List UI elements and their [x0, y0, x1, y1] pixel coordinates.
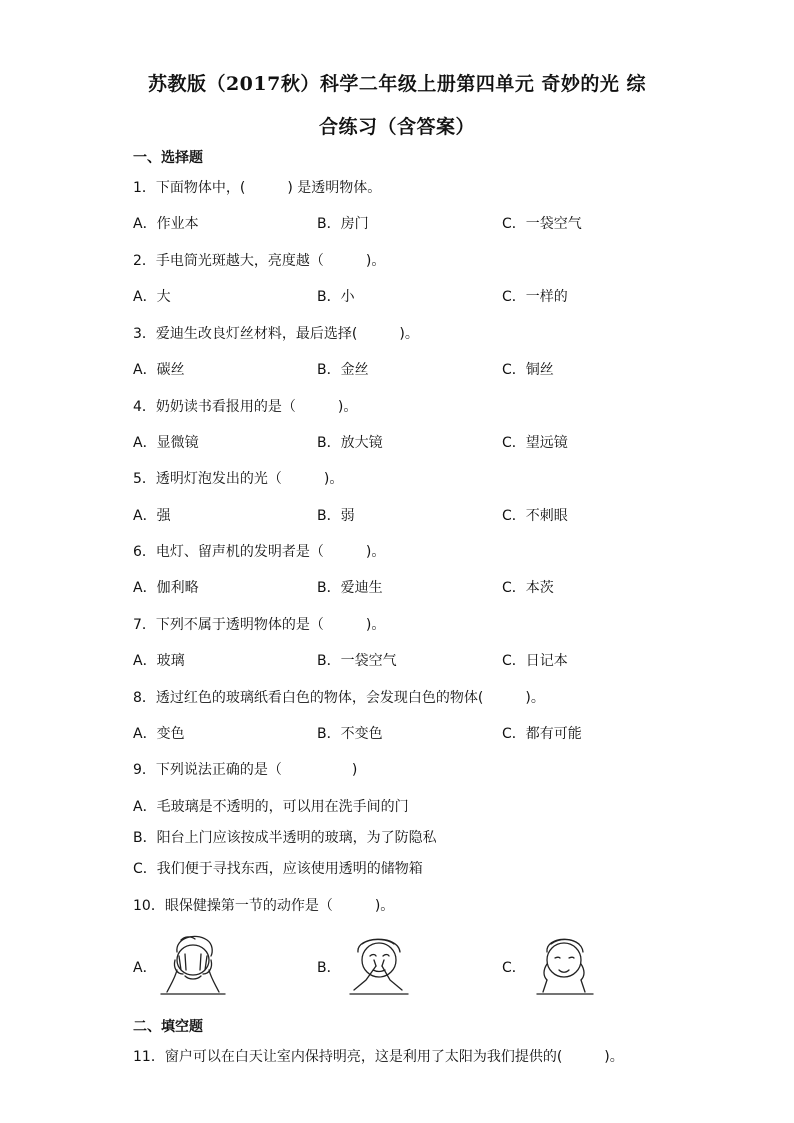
question-3-stem: 3．爱迪生改良灯丝材料，最后选择( )。 [133, 326, 419, 342]
question-5-stem: 5．透明灯泡发出的光（ )。 [133, 471, 344, 487]
question-9-option-b: B．阳台上门应该按成半透明的玻璃，为了防隐私 [133, 830, 437, 846]
eye-exercise-illustration-a [155, 930, 231, 998]
question-9-option-c: C．我们便于寻找东西，应该使用透明的储物箱 [133, 861, 423, 877]
question-7-option-c: C．日记本 [502, 653, 568, 669]
question-7-option-a: A．玻璃 [133, 653, 185, 669]
question-11-stem: 11．窗户可以在白天让室内保持明亮，这是利用了太阳为我们提供的( )。 [133, 1049, 624, 1065]
question-10-stem: 10．眼保健操第一节的动作是（ )。 [133, 898, 395, 914]
question-2-option-a: A．大 [133, 289, 171, 305]
question-4-stem: 4．奶奶读书看报用的是（ )。 [133, 399, 358, 415]
question-6-stem: 6．电灯、留声机的发明者是（ )。 [133, 544, 386, 560]
question-7-option-b: B．一袋空气 [317, 653, 397, 669]
question-10-option-b: B． [317, 960, 341, 976]
question-4-option-a: A．显微镜 [133, 435, 199, 451]
question-3-option-b: B．金丝 [317, 362, 369, 378]
eye-exercise-illustration-c [525, 930, 601, 998]
question-9-option-a: A．毛玻璃是不透明的，可以用在洗手间的门 [133, 799, 409, 815]
question-6-option-b: B．爱迪生 [317, 580, 383, 596]
question-10-option-a: A． [133, 960, 157, 976]
question-1-option-c: C．一袋空气 [502, 216, 582, 232]
question-3-option-c: C．铜丝 [502, 362, 554, 378]
question-8-option-c: C．都有可能 [502, 726, 582, 742]
question-4-option-b: B．放大镜 [317, 435, 383, 451]
section-heading-fill-in: 二、填空题 [133, 1019, 203, 1035]
section-heading-choice: 一、选择题 [133, 150, 203, 166]
question-8-stem: 8．透过红色的玻璃纸看白色的物体，会发现白色的物体( )。 [133, 690, 545, 706]
question-5-option-a: A．强 [133, 508, 171, 524]
question-6-option-a: A．伽利略 [133, 580, 199, 596]
question-2-option-b: B．小 [317, 289, 355, 305]
question-5-option-b: B．弱 [317, 508, 355, 524]
question-9-stem: 9．下列说法正确的是（ ) [133, 762, 358, 778]
question-6-option-c: C．本茨 [502, 580, 554, 596]
question-5-option-c: C．不刺眼 [502, 508, 568, 524]
question-8-option-a: A．变色 [133, 726, 185, 742]
question-10-option-c: C． [502, 960, 526, 976]
question-1-option-b: B．房门 [317, 216, 369, 232]
question-2-option-c: C．一样的 [502, 289, 568, 305]
document-title-line-1: 苏教版（2017秋）科学二年级上册第四单元 奇妙的光 综 [147, 73, 647, 95]
eye-exercise-illustration-b [340, 930, 416, 998]
document-title-line-2: 合练习（含答案） [318, 116, 475, 138]
question-1-stem: 1．下面物体中，( ) 是透明物体。 [133, 180, 382, 196]
question-2-stem: 2．手电筒光斑越大，亮度越（ )。 [133, 253, 386, 269]
question-3-option-a: A．碳丝 [133, 362, 185, 378]
question-8-option-b: B．不变色 [317, 726, 383, 742]
question-4-option-c: C．望远镜 [502, 435, 568, 451]
question-7-stem: 7．下列不属于透明物体的是（ )。 [133, 617, 386, 633]
question-1-option-a: A．作业本 [133, 216, 199, 232]
